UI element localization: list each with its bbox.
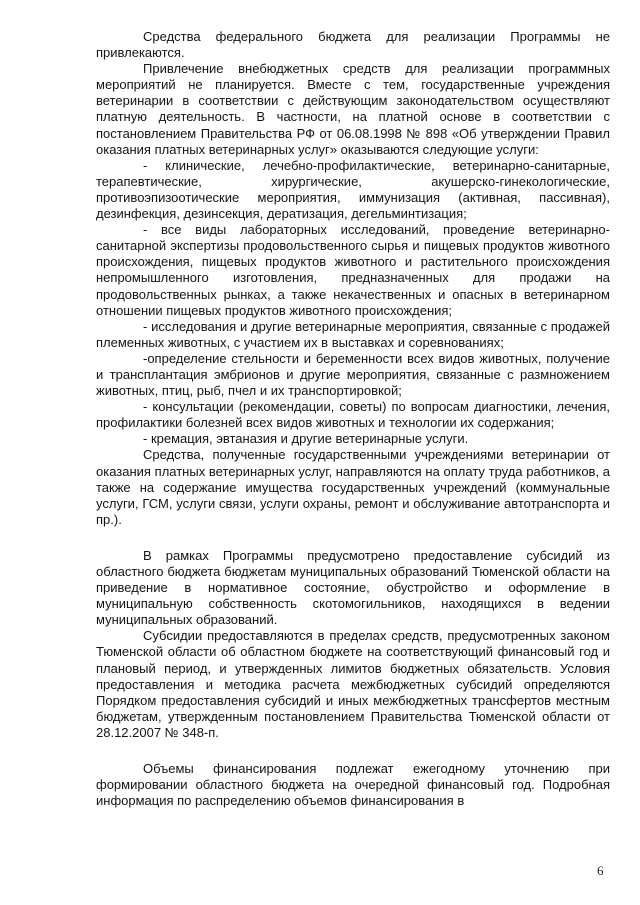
paragraph-extrabudgetary: Привлечение внебюджетных средств для реализации программных мероприятий не планируется. Вместе с тем, государственные учреждения ветеринарии в соответствии с действующим законодательством осуществляют платную деятельность. В частности, на платной основе в соответствии с постановлением Правительства РФ от 06.08.1998 № 898 «Об утверждении Правил оказания платных ветеринарных услуг» оказываются следующие услуги: (96, 61, 610, 157)
section-gap (96, 528, 610, 548)
body-text (96, 29, 610, 809)
page-number: 6 (597, 863, 604, 878)
paragraph-subsidies-conditions: Субсидии предоставляются в пределах средств, предусмотренных законом Тюменской области об областном бюджете на соответствующий финансовый год и плановый период, и утвержденных лимитов бюджетных обязательств. Условия предоставления и методика расчета межбюджетных субсидий определяются Порядком предоставления субсидий и иных межбюджетных трансфертов местным бюджетам, утвержденным постановлением Правительства Тюменской области от 28.12.2007 № 348-п. (96, 628, 610, 740)
paragraph-federal-budget: Средства федерального бюджета для реализации Программы не привлекаются. (96, 29, 610, 61)
paragraph-funding-volumes: Объемы финансирования подлежат ежегодному уточнению при формировании областного бюджета на очередной финансовый год. Подробная информация по распределению объемов финансирования в (96, 761, 610, 809)
list-item-clinical: - клинические, лечебно-профилактические, ветеринарно-санитарные, терапевтические, хирургические, акушерско-гинекологические, противоэпизоотические мероприятия, иммунизация (активная, пассивная), дезинфекция, дезинсекция, дератизация, дегельминтизация; (96, 157, 610, 222)
section-gap (96, 741, 610, 761)
paragraph-subsidies-program: В рамках Программы предусмотрено предоставление субсидий из областного бюджета бюджетам муниципальных образований Тюменской области на приведение в нормативное состояние, обустройство и оформление в муниципальную собственность скотомогильников, находящихся в ведении муниципальных образований. (96, 547, 610, 628)
list-item-breeding-sales: - исследования и другие ветеринарные мероприятия, связанные с продажей племенных животных, с участием их в выставках и соревнованиях; (96, 318, 610, 350)
paragraph-paid-services-funds: Средства, полученные государственными учреждениями ветеринарии от оказания платных ветеринарных услуг, направляются на оплату труда работников, а также на содержание имущества государственных учреждений (коммунальные услуги, ГСМ, услуги связи, услуги охраны, ремонт и обслуживание автотранспорта и пр.). (96, 447, 610, 527)
list-item-laboratory: - все виды лабораторных исследований, проведение ветеринарно-санитарной экспертизы продовольственного сырья и пищевых продуктов животного происхождения, пищевых продуктов животного и растительного происхождения непромышленного изготовления, предназначенных для продажи на продовольственных рынках, а также некачественных и опасных в ветеринарном отношении пищевых продуктов животного происхождения; (96, 222, 610, 318)
list-item-cremation: - кремация, эвтаназия и другие ветеринарные услуги. (143, 431, 469, 447)
list-item-consultations: - консультации (рекомендации, советы) по вопросам диагностики, лечения, профилактики болезней всех видов животных и технологии их содержания; (96, 399, 610, 431)
list-item-pregnancy: -определение стельности и беременности всех видов животных, получение и трансплантация эмбрионов и другие мероприятия, связанные с размножением животных, птиц, рыб, пчел и их транспортировкой; (96, 350, 610, 399)
